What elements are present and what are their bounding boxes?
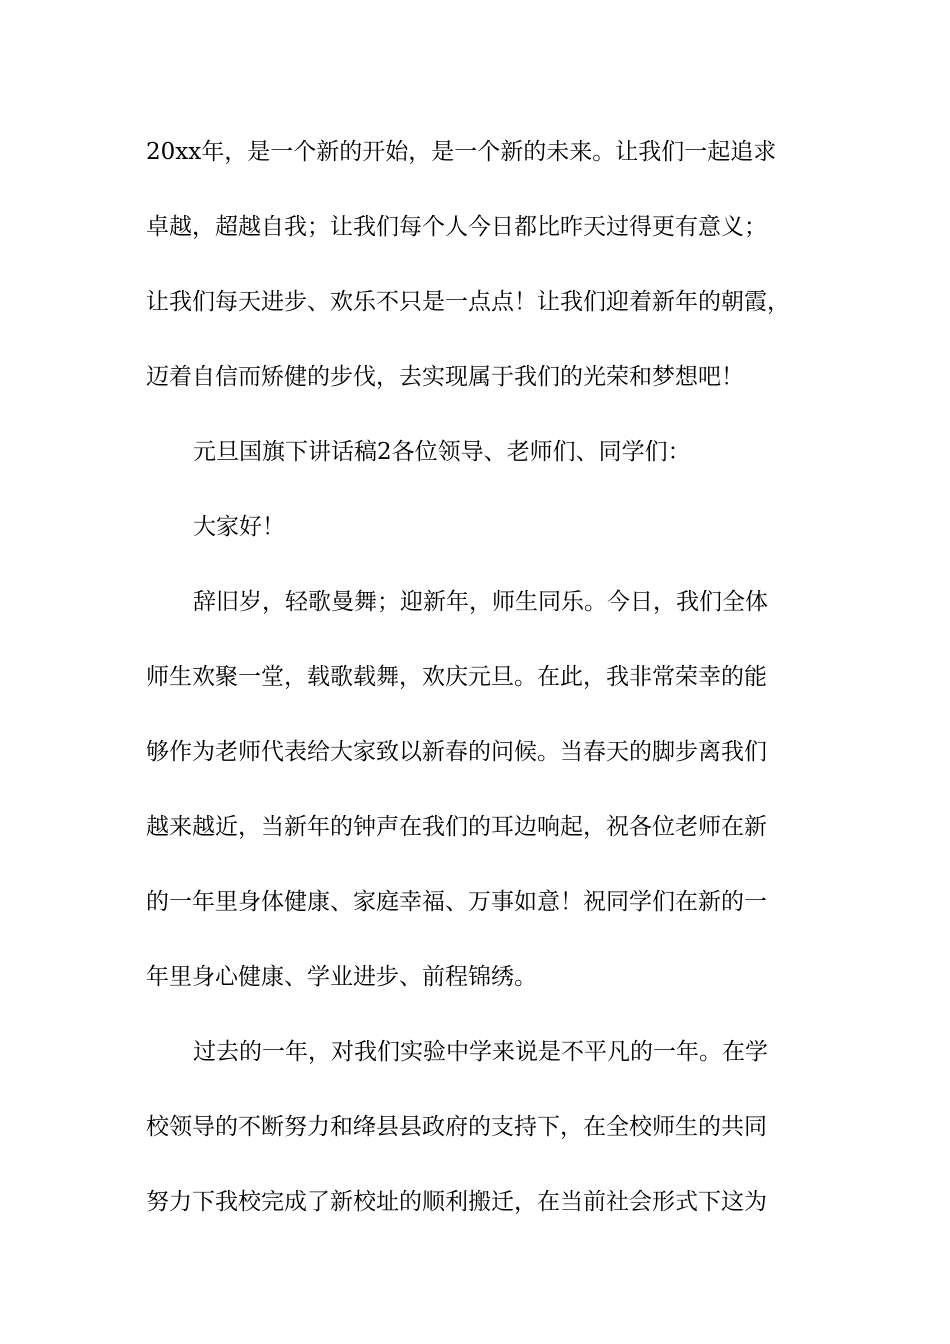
paragraph-line: 迈着自信而矫健的步伐，去实现属于我们的光荣和梦想吧！ xyxy=(146,364,744,390)
greeting-line: 大家好！ xyxy=(193,514,285,540)
paragraph-line: 校领导的不断努力和绛县县政府的支持下，在全校师生的共同 xyxy=(146,1114,767,1140)
paragraph-line: 让我们每天进步、欢乐不只是一点点！让我们迎着新年的朝霞， xyxy=(146,289,790,315)
paragraph-line: 年里身心健康、学业进步、前程锦绣。 xyxy=(146,964,537,990)
paragraph-line: 卓越，超越自我；让我们每个人今日都比昨天过得更有意义； xyxy=(146,214,767,240)
paragraph-line: 够作为老师代表给大家致以新春的问候。当春天的脚步离我们 xyxy=(146,739,767,765)
paragraph-line: 的一年里身体健康、家庭幸福、万事如意！祝同学们在新的一 xyxy=(146,889,767,915)
section-heading-line: 元旦国旗下讲话稿2各位领导、老师们、同学们： xyxy=(193,439,691,465)
paragraph-line: 20xx年，是一个新的开始，是一个新的未来。让我们一起追求 xyxy=(146,139,777,165)
paragraph-line: 越来越近，当新年的钟声在我们的耳边响起，祝各位老师在新 xyxy=(146,814,767,840)
paragraph-line: 辞旧岁，轻歌曼舞；迎新年，师生同乐。今日，我们全体 xyxy=(193,589,768,615)
paragraph-line: 努力下我校完成了新校址的顺利搬迁，在当前社会形式下这为 xyxy=(146,1189,767,1215)
paragraph-line: 师生欢聚一堂，载歌载舞，欢庆元旦。在此，我非常荣幸的能 xyxy=(146,664,767,690)
paragraph-line: 过去的一年，对我们实验中学来说是不平凡的一年。在学 xyxy=(193,1039,768,1065)
